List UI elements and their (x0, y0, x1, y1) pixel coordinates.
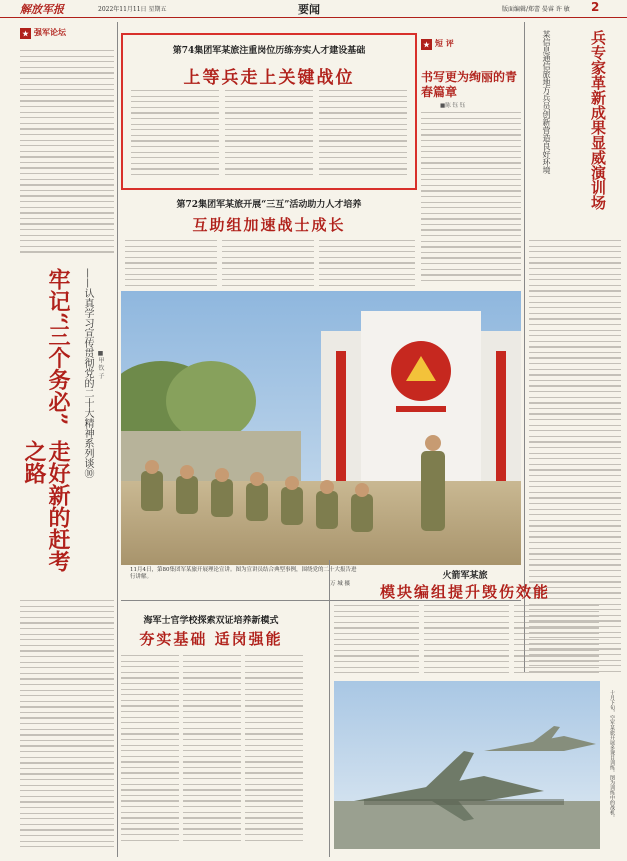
column-header-short-comment: ★ 短 评 (421, 38, 454, 50)
lecture-photo-author: 万 城 摄 (330, 581, 350, 587)
article-body-placeholder (319, 90, 407, 185)
article-body-placeholder (424, 605, 509, 677)
masthead (0, 0, 627, 18)
story3-kicker: 海军士官学校探索双证培养新模式 (143, 616, 279, 626)
aircraft-photo-caption: 十月下旬，空军某旅开展多课目训练。图为训练中的战机。 (609, 690, 615, 820)
issue-date: 2022年11月11日 星期五 (98, 6, 167, 13)
article-body-placeholder (514, 605, 599, 677)
short-comment-title: 书写更为绚丽的青春篇章 (421, 70, 518, 99)
left-headline-part2: 走好新的赶考之路 (21, 440, 71, 572)
lead-story-title: 上等兵走上关键战位 (183, 68, 355, 88)
short-comment-author: ■陈 钰 钰 (440, 103, 466, 109)
article-body-placeholder (334, 605, 419, 677)
article-body-placeholder (319, 240, 415, 288)
lecture-photo (121, 291, 521, 565)
star-icon: ★ (421, 39, 432, 50)
left-subtitle: ——认真学习宣传贯彻党的二十大精神系列谈⑩ (82, 268, 93, 478)
column-header-strong-army-forum: ★ 强军论坛 (20, 27, 66, 39)
page-number: 2 (591, 0, 600, 14)
page-editors: 版面编辑/郑蕾 晏睿 许 敏 (502, 6, 570, 13)
article-body-placeholder (121, 655, 179, 850)
right-column-title: 兵专家革新成果显威演训场 (589, 30, 607, 210)
article-body-placeholder (245, 655, 303, 850)
lead-story-kicker: 第74集团军某旅注重岗位历练夯实人才建设基础 (172, 46, 366, 56)
article-body-placeholder (20, 600, 114, 850)
lecture-photo-caption: 11月4日，第80集团军某旅开展理论宣讲。图为宣讲员结合典型事例，围绕党的二十大报告进行讲解。 (130, 567, 357, 580)
column-divider (329, 560, 330, 857)
star-icon: ★ (20, 28, 31, 39)
story4-title: 模块编组提升毁伤效能 (379, 583, 550, 601)
aircraft-photo (334, 681, 600, 849)
newspaper-brand: 解放军报 (20, 3, 64, 16)
left-author: ■甲 钦 子 (97, 350, 104, 379)
story2-title: 互助组加速战士成长 (192, 216, 346, 234)
article-body-placeholder (421, 112, 521, 287)
lead-story-highlight-box (121, 33, 417, 190)
left-headline-part1: 牢记“三个务必” (45, 268, 71, 426)
article-body-placeholder (20, 50, 114, 260)
column-divider (117, 22, 118, 857)
article-body-placeholder (225, 90, 313, 185)
story2-kicker: 第72集团军某旅开展“三互”活动助力人才培养 (176, 200, 362, 210)
article-body-placeholder (125, 240, 217, 288)
story4-kicker: 火箭军某旅 (442, 571, 488, 581)
article-body-placeholder (222, 240, 314, 288)
section-title: 要闻 (298, 3, 320, 16)
article-body-placeholder (183, 655, 241, 850)
article-body-placeholder (131, 90, 219, 185)
story3-title: 夯实基础 适岗强能 (139, 630, 283, 648)
right-column-subtitle: 某信息通信旅地方兵员创新营造良好环境 (542, 30, 551, 174)
